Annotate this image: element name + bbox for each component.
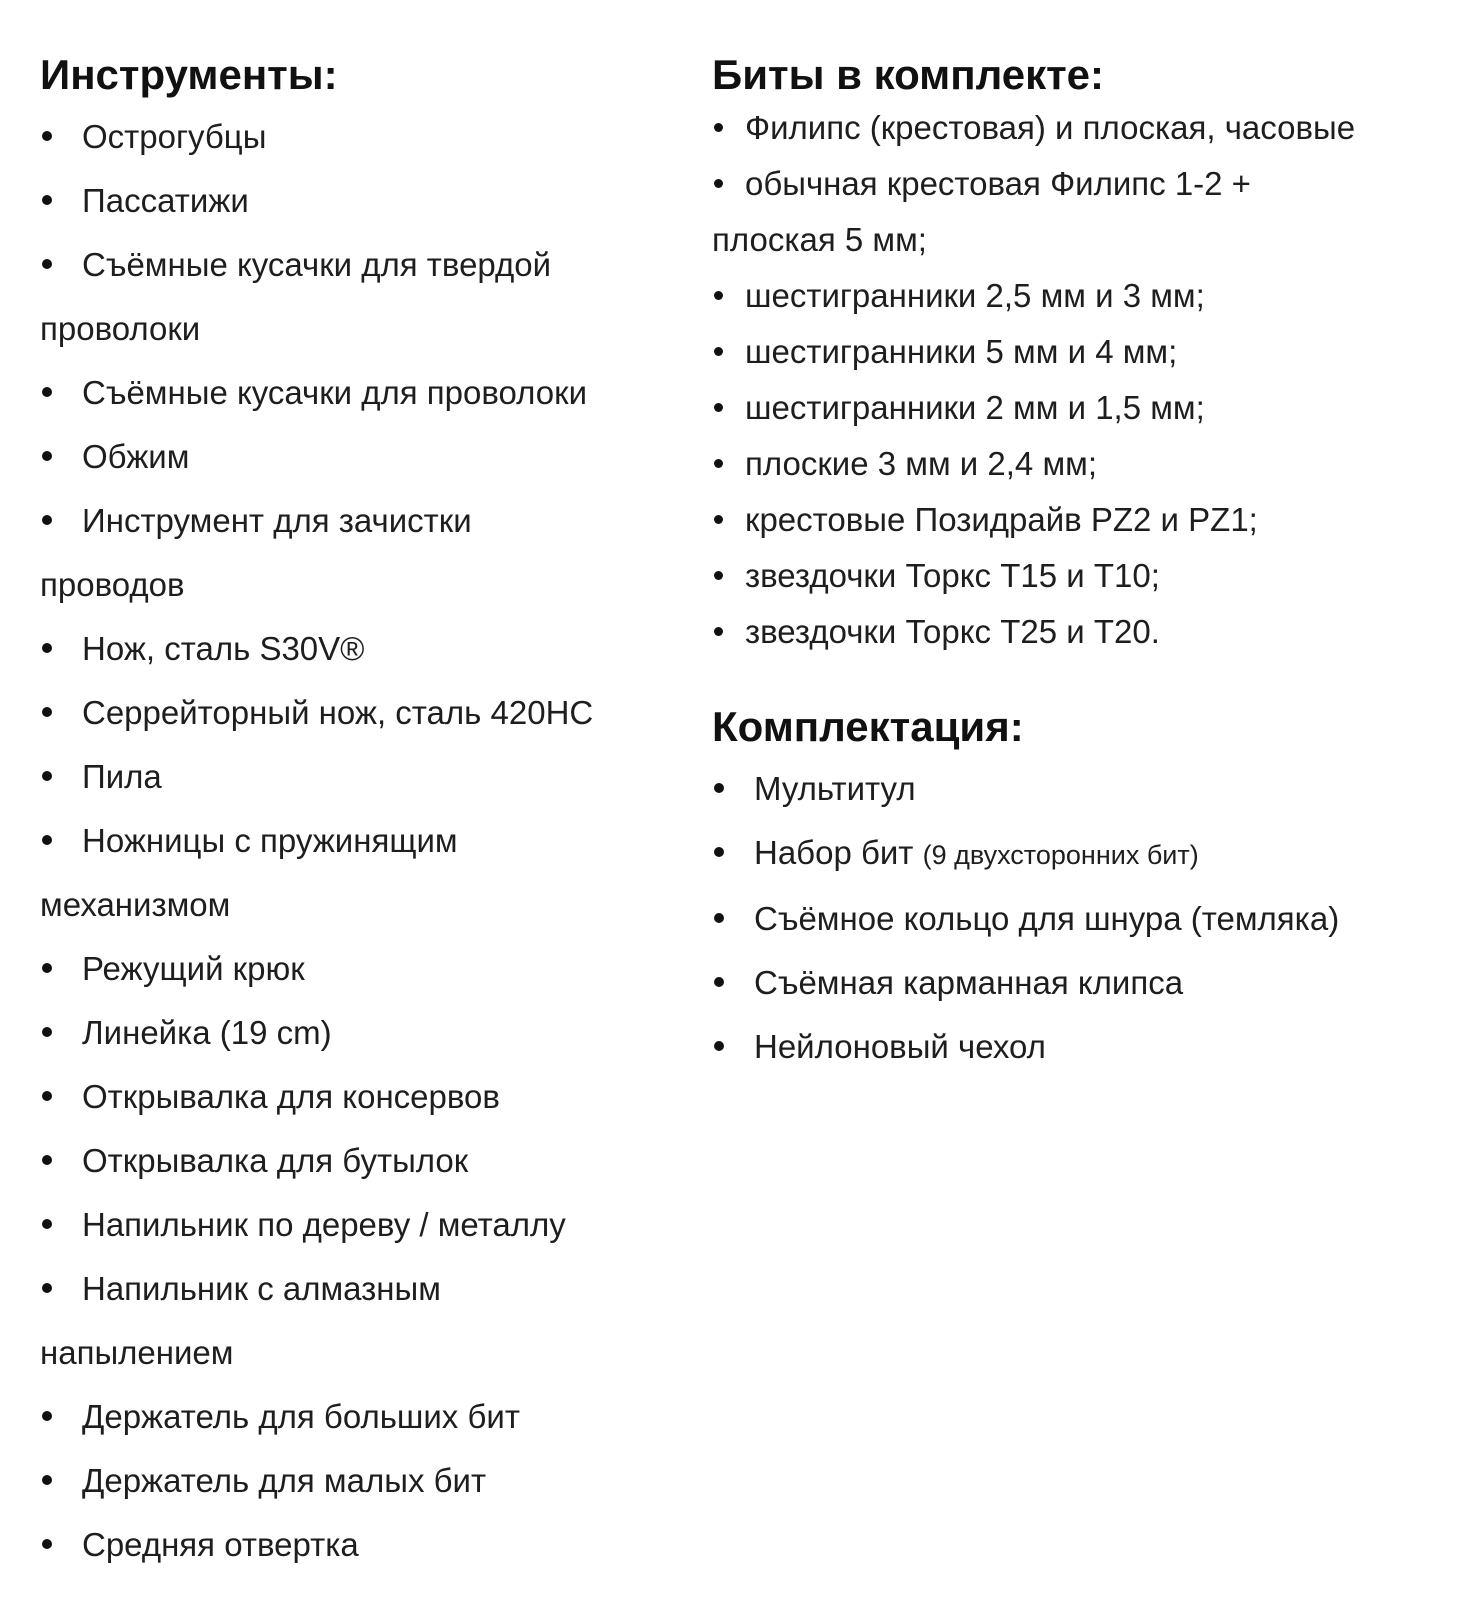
list-item [40,1257,680,1385]
list-item [712,757,1472,821]
list-item-text: Держатель для малых бит [82,1462,487,1499]
bullet-icon [42,643,52,653]
list-item-text: крестовые Позидрайв PZ2 и PZ1; [745,501,1258,538]
list-item-text: Съёмное кольцо для шнура (темляка) [754,900,1340,937]
list-item-text: Мультитул [754,770,916,807]
bullet-icon [714,403,723,412]
list-item [712,951,1472,1015]
bullet-icon [42,1155,52,1165]
list-item-text: Съёмные кусачки для твердой [82,246,552,283]
list-item [712,548,1472,604]
bullet-icon [42,195,52,205]
list-item [40,937,680,1001]
bullet-icon [42,835,52,845]
bullet-icon [42,1539,52,1549]
bits-heading: Биты в комплекте: [712,51,1105,98]
list-item [712,436,1472,492]
bullet-icon [42,387,52,397]
bullet-icon [42,1475,52,1485]
bullet-icon [714,847,724,857]
list-item [40,809,680,937]
bullet-icon [714,783,724,793]
list-item [40,617,680,681]
list-item-text: плоские 3 мм и 2,4 мм; [745,445,1097,482]
bullet-icon [42,771,52,781]
list-item [712,1015,1472,1079]
list-item [40,425,680,489]
list-item-text: шестигранники 5 мм и 4 мм; [745,333,1178,370]
list-item-text: Обжим [82,438,190,475]
list-item-continuation: плоская 5 мм; [712,221,927,258]
bullet-icon [714,627,723,636]
list-item [40,1129,680,1193]
list-item [40,681,680,745]
bullet-icon [714,123,723,132]
list-item [40,1193,680,1257]
bullet-icon [42,515,52,525]
tools-list [40,105,680,1577]
list-item-text: обычная крестовая Филипс 1-2 + [745,165,1251,202]
list-item-text: звездочки Торкс T15 и T10; [745,557,1160,594]
list-item-text: Съёмная карманная клипса [754,964,1184,1001]
bullet-icon [42,707,52,717]
list-item [712,492,1472,548]
bullet-icon [42,1027,52,1037]
list-item-text: Нейлоновый чехол [754,1028,1046,1065]
list-item [40,1385,680,1449]
bullet-icon [714,571,723,580]
list-item-text: Съёмные кусачки для проволоки [82,374,588,411]
bullet-icon [42,1283,52,1293]
list-item-text: Держатель для больших бит [82,1398,520,1435]
bullet-icon [714,515,723,524]
bullet-icon [714,459,723,468]
bullet-icon [42,1091,52,1101]
list-item-text: звездочки Торкс T25 и T20. [745,613,1160,650]
list-item-text: Острогубцы [82,118,267,155]
bullet-icon [714,913,724,923]
list-item [40,1065,680,1129]
list-item [40,105,680,169]
list-item [40,1513,680,1577]
tools-column [40,0,680,1577]
list-item-text: Напильник по дереву / металлу [82,1206,566,1243]
list-item-text: Филипс (крестовая) и плоская, часовые [745,109,1356,146]
list-item-text: Пассатижи [82,182,249,219]
list-item [40,489,680,617]
list-item-text: Пила [82,758,162,795]
list-item-note: (9 двухсторонних бит) [922,840,1199,870]
list-item [40,1449,680,1513]
list-item [712,604,1472,660]
bullet-icon [42,259,52,269]
bullet-icon [714,179,723,188]
list-item-continuation: механизмом [40,886,231,923]
list-item-text: Серрейторный нож, сталь 420HC [82,694,594,731]
list-item [712,887,1472,951]
bullet-icon [42,1411,52,1421]
bullet-icon [714,1041,724,1051]
bullet-icon [42,1219,52,1229]
bits-list [712,100,1472,660]
kit-list [712,757,1472,1079]
list-item [712,380,1472,436]
list-item [712,100,1472,156]
list-item-text: Открывалка для консервов [82,1078,500,1115]
list-item-text: Ножницы с пружинящим [82,822,458,859]
list-item-continuation: напылением [40,1334,234,1371]
list-item [40,745,680,809]
list-item-text: Средняя отвертка [82,1526,359,1563]
bullet-icon [714,291,723,300]
list-item [712,156,1472,268]
list-item-text: шестигранники 2 мм и 1,5 мм; [745,389,1205,426]
bullet-icon [42,963,52,973]
list-item-continuation: проводов [40,566,185,603]
right-column [712,0,1472,1079]
list-item [40,233,680,361]
tools-heading: Инструменты: [40,51,338,98]
bullet-icon [42,131,52,141]
list-item-text: Нож, сталь S30V® [82,630,365,667]
bullet-icon [714,347,723,356]
bullet-icon [714,977,724,987]
list-item [40,361,680,425]
list-item-text: Линейка (19 cm) [82,1014,332,1051]
list-item-continuation: проволоки [40,310,201,347]
list-item-text: Напильник с алмазным [82,1270,441,1307]
list-item [40,1001,680,1065]
list-item [40,169,680,233]
list-item [712,268,1472,324]
bullet-icon [42,451,52,461]
list-item [712,821,1472,887]
list-item-text: шестигранники 2,5 мм и 3 мм; [745,277,1205,314]
list-item-text: Инструмент для зачистки [82,502,472,539]
list-item-text: Режущий крюк [82,950,305,987]
list-item-text: Набор бит [754,834,914,871]
list-item-text: Открывалка для бутылок [82,1142,469,1179]
list-item [712,324,1472,380]
kit-heading: Комплектация: [712,703,1024,750]
